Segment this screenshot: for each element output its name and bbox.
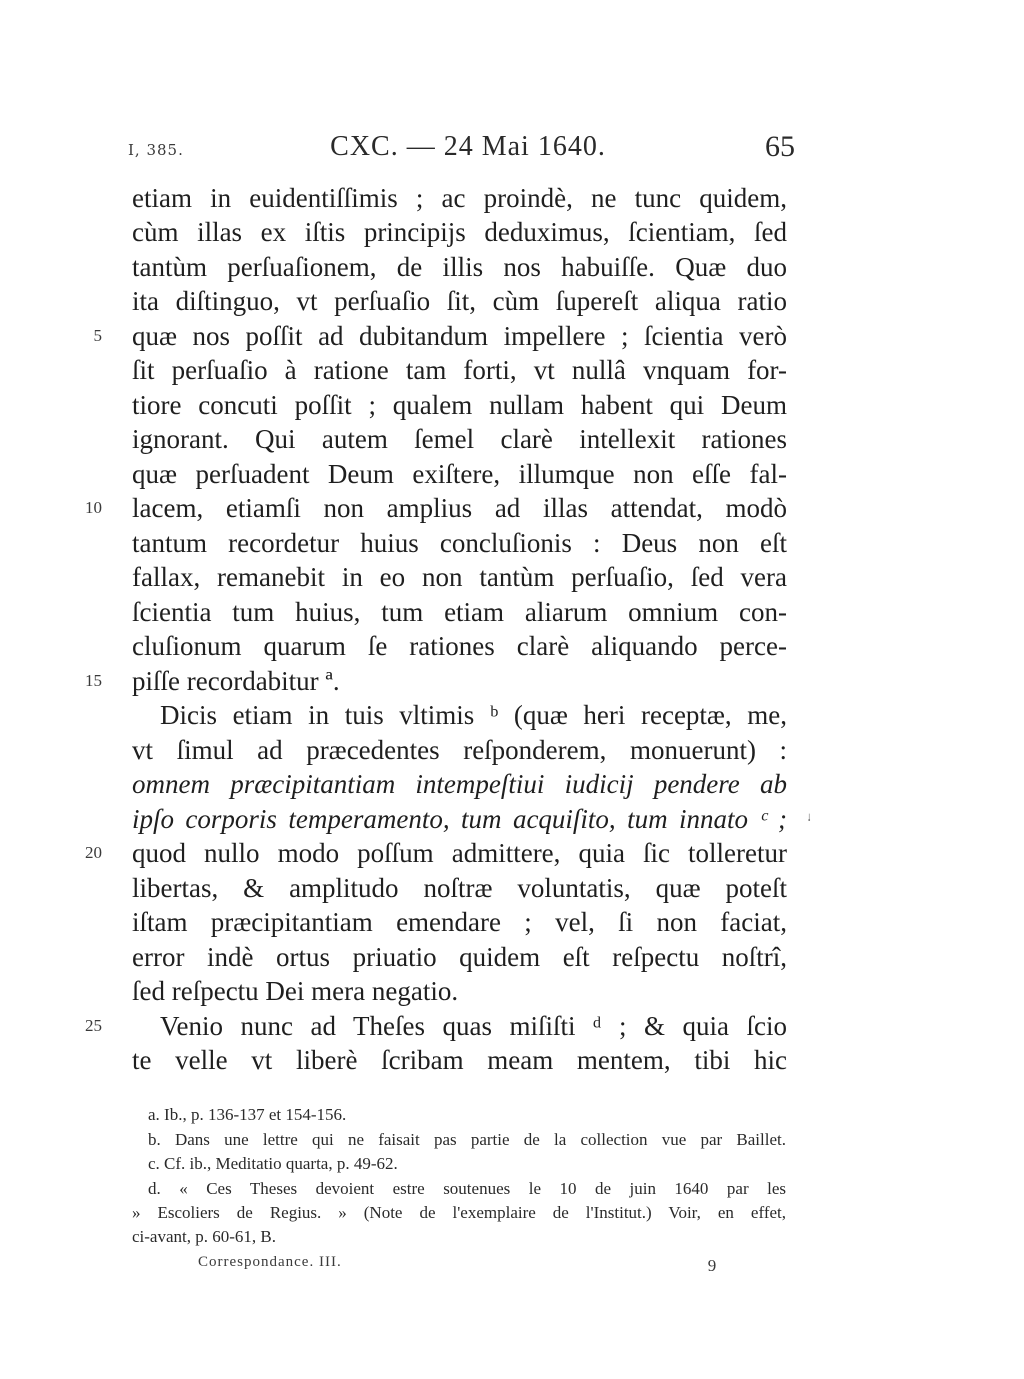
page-number: 65	[765, 130, 795, 163]
signature-mark: Correspondance. III.	[198, 1254, 342, 1270]
text-line: vt ſimul ad præcedentes reſponderem, monuerunt) :	[132, 735, 787, 765]
footnote-c: c. Cf. ib., Meditatio quarta, p. 49-62.	[148, 1154, 398, 1173]
text-line: Dicis etiam in tuis vltimis ᵇ (quæ heri receptæ, me,	[160, 700, 787, 730]
running-title: CXC. — 24 Mai 1640.	[330, 131, 606, 162]
text-line: quæ perſuadent Deum exiſtere, illumque non eſſe fal-	[132, 459, 787, 489]
text-line: tiore concuti poſſit ; qualem nullam habent qui Deum	[132, 390, 787, 420]
text-line: cùm illas ex iſtis principijs deduximus, ſcientiam, ſed	[132, 217, 787, 247]
margin-mark: ᛍ	[805, 812, 814, 828]
text-line: etiam in euidentiſſimis ; ac proindè, ne tunc quidem,	[132, 183, 787, 213]
text-line: lacem, etiamſi non amplius ad illas attendat, modò	[132, 493, 787, 523]
text-line: ita diſtinguo, vt perſuaſio ſit, cùm ſupereſt aliqua ratio	[132, 286, 787, 316]
volume-reference: I, 385.	[128, 141, 184, 159]
footnote-b: b. Dans une lettre qui ne faisait pas partie de la collection vue par Baillet.	[148, 1130, 786, 1149]
text-line: ipſo corporis temperamento, tum acquiſito, tum innato ᶜ ;	[132, 804, 787, 834]
text-line: tantùm perſuaſionem, de illis nos habuiſſe. Quæ duo	[132, 252, 787, 282]
text-line: quod nullo modo poſſum admittere, quia ſic tolleretur	[132, 838, 787, 868]
line-number: 20	[85, 843, 102, 862]
text-line: quæ nos poſſit ad dubitandum impellere ; ſcientia verò	[132, 321, 787, 351]
text-line: ignorant. Qui autem ſemel clarè intellexit rationes	[132, 424, 787, 454]
line-number: 25	[85, 1016, 102, 1035]
text-line: te velle vt liberè ſcribam meam mentem, tibi hic	[132, 1045, 787, 1075]
text-line: ſed reſpectu Dei mera negatio.	[132, 976, 459, 1006]
text-line: libertas, & amplitudo noſtræ voluntatis, quæ poteſt	[132, 873, 787, 903]
line-number: 5	[93, 326, 102, 345]
footnote-a: a. Ib., p. 136-137 et 154-156.	[148, 1105, 347, 1124]
footnote-d-continued: ci-avant, p. 60-61, B.	[132, 1227, 276, 1246]
text-line: piſſe recordabitur ª.	[132, 666, 340, 696]
signature-number: 9	[707, 1256, 717, 1275]
text-line: cluſionum quarum ſe rationes clarè aliquando perce-	[132, 631, 787, 661]
text-line: Venio nunc ad Theſes quas miſiſti ᵈ ; & quia ſcio	[160, 1011, 787, 1041]
text-line: iſtam præcipitantiam emendare ; vel, ſi non faciat,	[132, 907, 787, 937]
footnote-d-continued: » Escoliers de Regius. » (Note de l'exemplaire de l'Institut.) Voir, en effet,	[132, 1203, 786, 1222]
text-line: error indè ortus priuatio quidem eſt reſpectu noſtrî,	[132, 942, 787, 972]
text-line: tantum recordetur huius concluſionis : Deus non eſt	[132, 528, 787, 558]
text-line: omnem præcipitantiam intempeſtiui iudicij pendere ab	[132, 769, 787, 799]
text-line: ſit perſuaſio à ratione tam forti, vt nullâ vnquam for-	[132, 355, 787, 385]
text-line: ſcientia tum huius, tum etiam aliarum omnium con-	[132, 597, 787, 627]
line-number: 15	[85, 671, 102, 690]
line-number: 10	[85, 498, 102, 517]
text-line: fallax, remanebit in eo non tantùm perſuaſio, ſed vera	[132, 562, 787, 592]
footnote-d: d. « Ces Theses devoient estre soutenues le 10 de juin 1640 par les	[148, 1179, 786, 1198]
